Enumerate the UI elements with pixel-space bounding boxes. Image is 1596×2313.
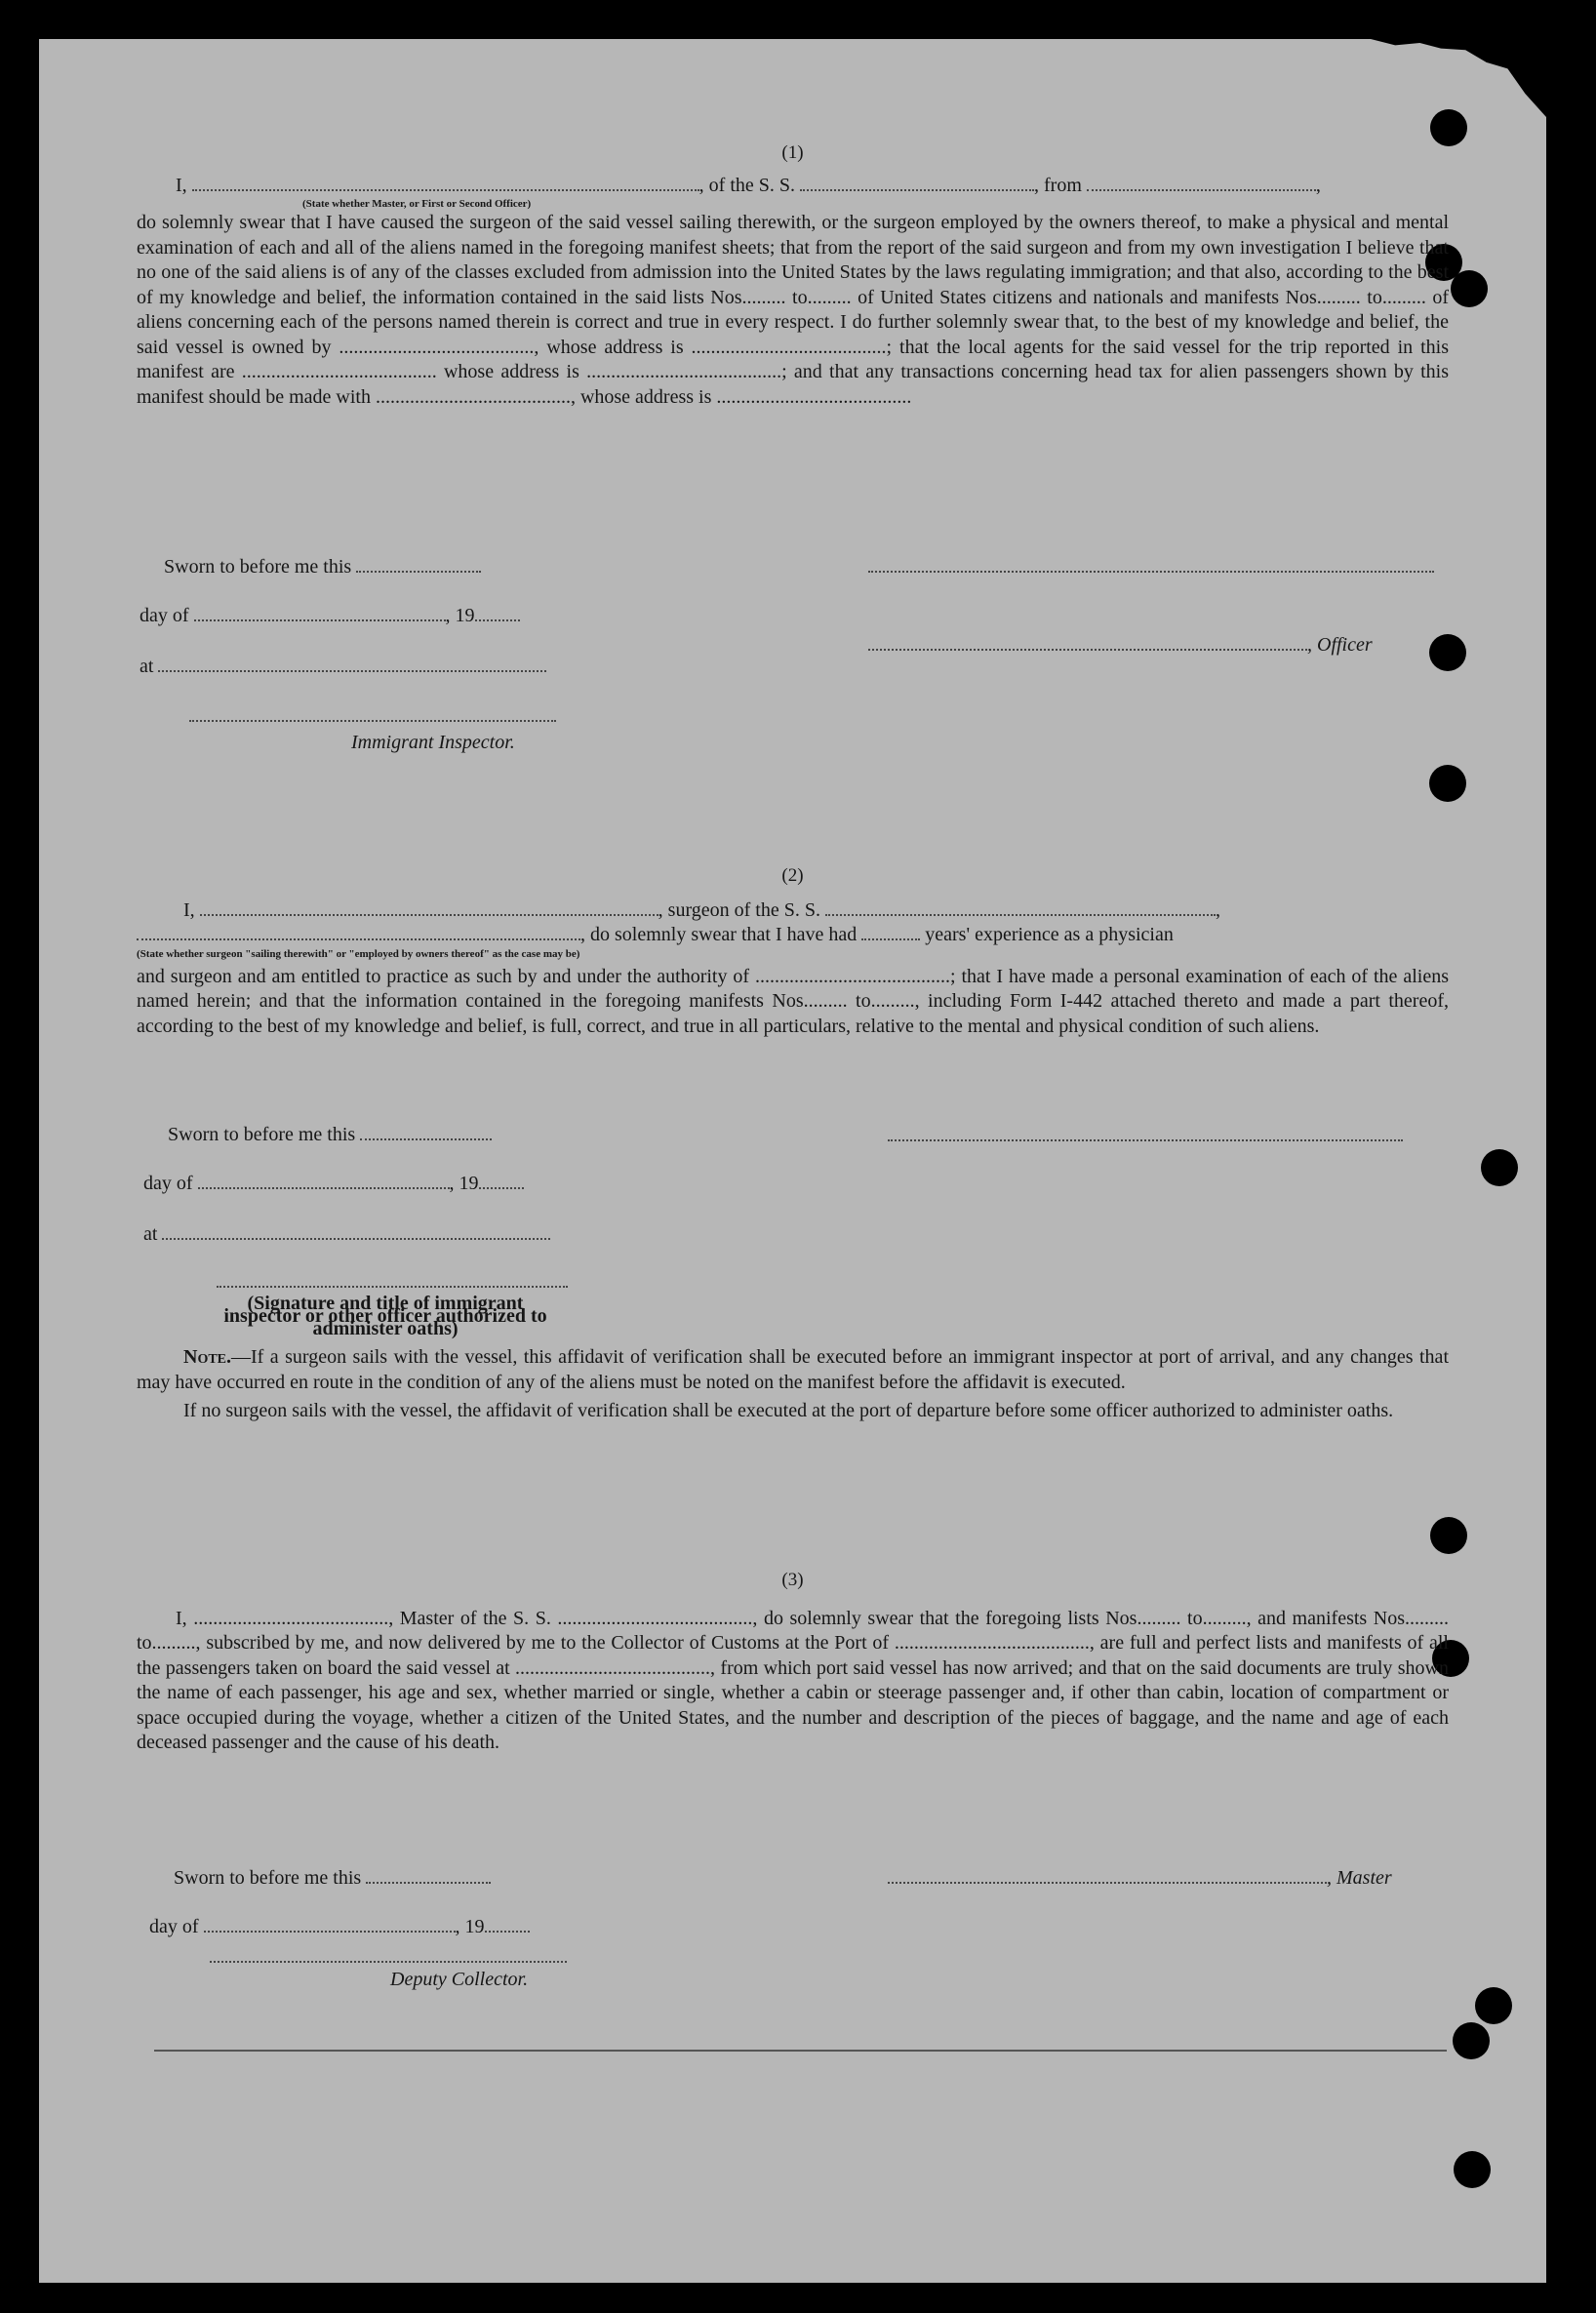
punch-hole [1475, 1987, 1512, 2024]
signature-caption: (Signature and title of immigrant inspector or other officer authorized to administer oaths) [223, 1293, 547, 1339]
at-line: at [143, 1223, 550, 1246]
master-oath-line: I, , of the S. S. , from , [176, 174, 1321, 196]
torn-corner [1371, 39, 1546, 117]
punch-hole [1454, 2151, 1491, 2188]
from-field[interactable] [1087, 176, 1316, 191]
punch-hole [1429, 765, 1466, 802]
note-block [137, 1332, 1449, 1424]
note-text: —If a surgeon sails with the vessel, this affidavit of verification shall be executed before an immigrant inspector at port of arrival, and any changes that may have occurred en route in the condition of any of the aliens must be noted on the manifest before the affidavit is executed. [137, 1346, 1449, 1393]
day-field[interactable] [194, 606, 446, 621]
surgeon-status-field[interactable] [137, 925, 580, 940]
note-label: Note. [183, 1346, 232, 1368]
punch-hole [1430, 1517, 1467, 1554]
sworn-line: Sworn to before me this [174, 1867, 491, 1890]
sworn-date-field[interactable] [360, 1125, 492, 1140]
punch-hole [1429, 634, 1466, 671]
collector-oath-body: I, ........................................, Master of the S. S. ........................................, do solemnly swear that the foregoing lists Nos......... to........., and manifests Nos......... to........., subscribed by me, and now delivered by me to the Collector of Customs at the Port of ........................................, are full and perfect lists and manifests of all the passengers taken on board the said vessel at ........................................, from which port said vessel has now arrived; and that on the said documents are truly shown the name of each passenger, his age and sex, whether married or single, whether a cabin or steerage passenger and, if other than cabin, location of compartment or space occupied during the voyage, whether a citizen of the United States, and the number and description of the pieces of baggage, and the name and age of each deceased passenger and the cause of his death. [137, 1607, 1449, 1753]
year-field[interactable] [485, 1917, 530, 1933]
surgeon-oath-body: and surgeon and am entitled to practice as such by and under the authority of ........................................; that I have made a personal examination of each of the aliens named herein; and that the information contained in the foregoing manifests Nos......... to........., including Form I-442 attached thereto and made a part thereof, according to the best of my knowledge and belief, is full, correct, and true in all particulars, relative to the mental and physical condition of such aliens. [137, 965, 1449, 1037]
at-line: at [140, 656, 546, 678]
year-field[interactable] [479, 1174, 524, 1189]
officer-signature: , Officer [868, 634, 1373, 657]
collector-caption: Deputy Collector. [390, 1969, 529, 1990]
section-number: (1) [781, 142, 804, 163]
sworn-date-field[interactable] [356, 557, 481, 573]
section-number: (3) [781, 1570, 804, 1590]
year-field[interactable] [475, 606, 520, 621]
punch-hole [1453, 2022, 1490, 2059]
note-text-2: If no surgeon sails with the vessel, the affidavit of verification shall be executed at the port of departure before some officer authorized to administer oaths. [183, 1400, 1394, 1421]
day-line: day of , 19 [140, 605, 520, 627]
surgeon-signature-line[interactable] [888, 1139, 1403, 1141]
sworn-line: Sworn to before me this [168, 1124, 492, 1146]
day-field[interactable] [204, 1917, 456, 1933]
day-line: day of , 19 [149, 1916, 530, 1938]
officer-line[interactable] [868, 571, 1434, 573]
punch-hole [1481, 1149, 1518, 1186]
at-field[interactable] [158, 657, 546, 672]
section-collector-affidavit [137, 1568, 1449, 1756]
collector-line[interactable] [210, 1961, 567, 1963]
years-field[interactable] [861, 925, 920, 940]
surgeon-vessel-field[interactable] [825, 900, 1216, 916]
master-oath-body: do solemnly swear that I have caused the surgeon of the said vessel sailing therewith, or the surgeon employed by the owners thereof, to make a physical and mental examination of each and all of the aliens named in the foregoing manifest sheets; that from the report of the said surgeon and from my own investigation I believe that no one of the said aliens is of any of the classes excluded from admission into the United States by the laws regulating immigration; and that also, according to the best of my knowledge and belief, the information contained in the said lists Nos......... to......... of United States citizens and nationals and manifests Nos......... to......... of aliens concerning each of the persons named therein is correct and true in every respect. I do further solemnly swear that, to the best of my knowledge and belief, the said vessel is owned by ........................................, whose address is ........................................; that the local agents for the said vessel for the trip reported in this manifest are ........................................ whose address is ........................................; and that any transactions concerning head tax for alien passengers shown by this manifest should be made with ........................................, whose address is ........................................ [137, 212, 1449, 408]
sworn-line: Sworn to before me this [164, 556, 481, 578]
sworn-date-field[interactable] [366, 1868, 491, 1884]
surgeon-line: I, , surgeon of the S. S. , [183, 898, 1220, 921]
rank-caption: (State whether Master, or First or Second Officer) [302, 198, 532, 210]
inspector-line[interactable] [189, 720, 556, 722]
surgeon-caption: (State whether surgeon "sailing therewith" or "employed by owners thereof" as the case may be) [137, 947, 580, 960]
vessel-field[interactable] [800, 176, 1034, 191]
document-page [39, 39, 1546, 2283]
section-number: (2) [781, 865, 804, 886]
day-field[interactable] [198, 1174, 450, 1189]
at-field[interactable] [162, 1224, 550, 1240]
name-field[interactable] [192, 176, 699, 191]
bottom-rule [154, 2050, 1447, 2052]
section-surgeon-affidavit [137, 863, 1449, 1039]
officer-field[interactable] [868, 635, 1307, 651]
surgeon-line-2: , do solemnly swear that I have had years' experience as a physician [137, 923, 1449, 948]
inspector-caption: Immigrant Inspector. [351, 732, 515, 753]
section-master-affidavit [137, 140, 1449, 410]
punch-hole [1451, 270, 1488, 307]
day-line: day of , 19 [143, 1173, 524, 1195]
master-signature: , Master [888, 1867, 1392, 1890]
surgeon-name-field[interactable] [200, 900, 658, 916]
master-field[interactable] [888, 1868, 1327, 1884]
officer-signature-line[interactable] [217, 1286, 568, 1288]
